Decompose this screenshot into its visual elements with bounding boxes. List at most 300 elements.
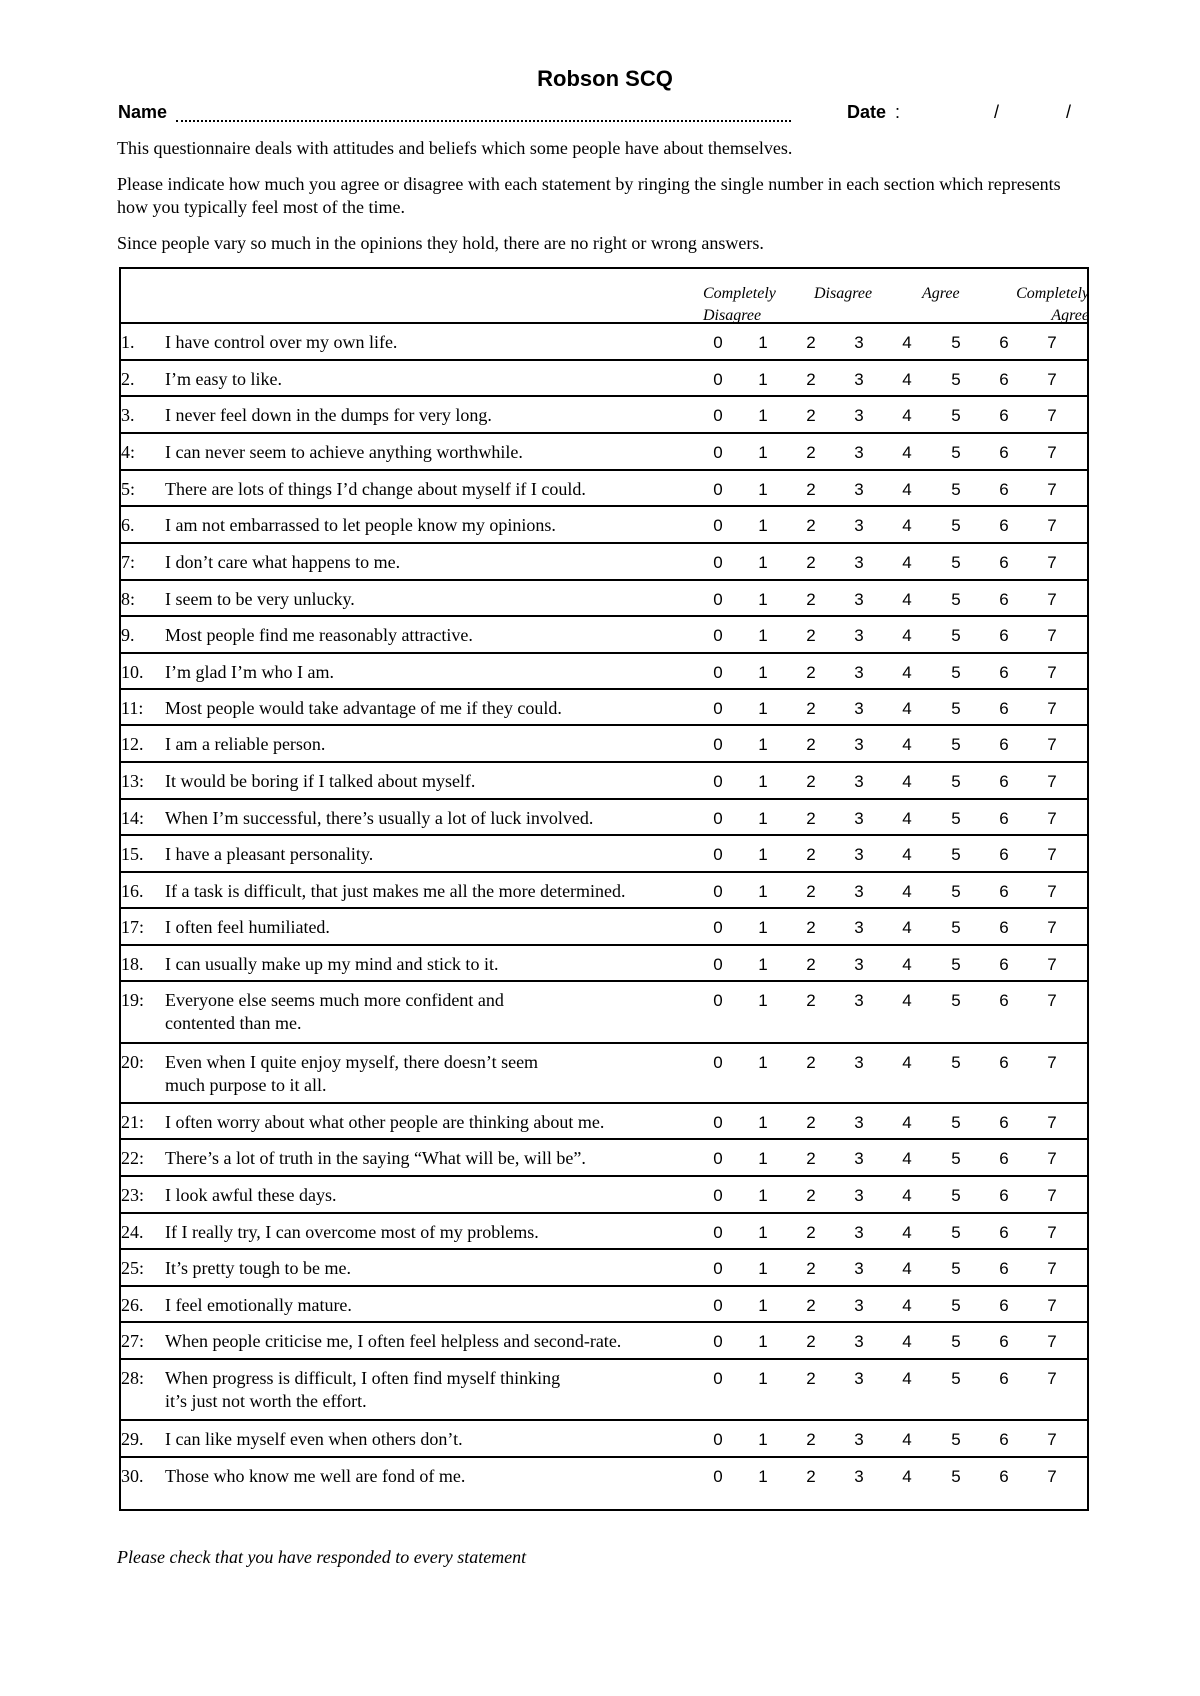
table-row <box>121 1257 1087 1288</box>
rating-option-3[interactable]: 3 <box>854 809 864 828</box>
rating-option-5[interactable]: 5 <box>951 772 961 791</box>
table-row <box>121 404 1087 435</box>
table-row <box>121 514 1087 545</box>
rating-option-5[interactable]: 5 <box>951 1186 961 1205</box>
rating-option-7[interactable]: 7 <box>1047 443 1057 462</box>
rating-option-0[interactable]: 0 <box>713 1149 723 1168</box>
item-number: 10. <box>121 662 144 682</box>
rating-option-3[interactable]: 3 <box>854 480 864 499</box>
rating-option-0[interactable]: 0 <box>713 406 723 425</box>
item-number: 17: <box>121 917 145 937</box>
rating-option-5[interactable]: 5 <box>951 1223 961 1242</box>
rating-option-7[interactable]: 7 <box>1047 553 1057 572</box>
rating-option-6[interactable]: 6 <box>999 699 1009 718</box>
rating-option-3[interactable]: 3 <box>854 1332 864 1351</box>
rating-option-1[interactable]: 1 <box>758 663 768 682</box>
rating-option-5[interactable]: 5 <box>951 809 961 828</box>
rating-option-7[interactable]: 7 <box>1047 626 1057 645</box>
rating-option-1[interactable]: 1 <box>758 1467 768 1486</box>
rating-option-3[interactable]: 3 <box>854 1296 864 1315</box>
rating-option-7[interactable]: 7 <box>1047 480 1057 499</box>
rating-option-6[interactable]: 6 <box>999 1223 1009 1242</box>
rating-option-3[interactable]: 3 <box>854 406 864 425</box>
rating-option-3[interactable]: 3 <box>854 1259 864 1278</box>
rating-option-7[interactable]: 7 <box>1047 333 1057 352</box>
rating-option-5[interactable]: 5 <box>951 516 961 535</box>
rating-option-4[interactable]: 4 <box>902 1369 912 1388</box>
item-statement: I can like myself even when others don’t. <box>165 1429 463 1449</box>
rating-option-2[interactable]: 2 <box>806 1113 816 1132</box>
rating-option-6[interactable]: 6 <box>999 370 1009 389</box>
rating-option-5[interactable]: 5 <box>951 845 961 864</box>
rating-option-0[interactable]: 0 <box>713 845 723 864</box>
item-number: 25: <box>121 1258 145 1278</box>
item-statement: If a task is difficult, that just makes me all the more determined. <box>165 881 626 901</box>
rating-option-1[interactable]: 1 <box>758 772 768 791</box>
item-number: 18. <box>121 954 144 974</box>
item-statement: I am a reliable person. <box>165 734 326 754</box>
rating-option-7[interactable]: 7 <box>1047 882 1057 901</box>
rating-option-1[interactable]: 1 <box>758 480 768 499</box>
rating-option-1[interactable]: 1 <box>758 1430 768 1449</box>
rating-option-7[interactable]: 7 <box>1047 1113 1057 1132</box>
item-statement: Most people find me reasonably attractive. <box>165 625 473 645</box>
row-divider <box>121 615 1087 617</box>
table-row <box>121 1221 1087 1251</box>
rating-option-0[interactable]: 0 <box>713 1332 723 1351</box>
rating-option-2[interactable]: 2 <box>806 1223 816 1242</box>
rating-option-4[interactable]: 4 <box>902 590 912 609</box>
rating-option-2[interactable]: 2 <box>806 918 816 937</box>
rating-option-1[interactable]: 1 <box>758 1369 768 1388</box>
rating-option-2[interactable]: 2 <box>806 955 816 974</box>
rating-option-5[interactable]: 5 <box>951 1430 961 1449</box>
rating-option-4[interactable]: 4 <box>902 845 912 864</box>
rating-option-2[interactable]: 2 <box>806 663 816 682</box>
rating-option-2[interactable]: 2 <box>806 370 816 389</box>
rating-option-6[interactable]: 6 <box>999 882 1009 901</box>
rating-option-4[interactable]: 4 <box>902 1332 912 1351</box>
rating-option-3[interactable]: 3 <box>854 1369 864 1388</box>
rating-option-1[interactable]: 1 <box>758 553 768 572</box>
rating-option-2[interactable]: 2 <box>806 553 816 572</box>
rating-option-3[interactable]: 3 <box>854 918 864 937</box>
rating-option-7[interactable]: 7 <box>1047 845 1057 864</box>
rating-option-7[interactable]: 7 <box>1047 516 1057 535</box>
rating-option-6[interactable]: 6 <box>999 918 1009 937</box>
row-divider <box>121 322 1087 324</box>
rating-option-2[interactable]: 2 <box>806 1053 816 1072</box>
rating-option-1[interactable]: 1 <box>758 1259 768 1278</box>
rating-option-6[interactable]: 6 <box>999 991 1009 1010</box>
rating-option-2[interactable]: 2 <box>806 772 816 791</box>
rating-option-3[interactable]: 3 <box>854 1186 864 1205</box>
rating-option-2[interactable]: 2 <box>806 991 816 1010</box>
item-number: 15. <box>121 844 144 864</box>
rating-option-4[interactable]: 4 <box>902 955 912 974</box>
row-divider <box>121 834 1087 836</box>
rating-option-3[interactable]: 3 <box>854 626 864 645</box>
rating-option-0[interactable]: 0 <box>713 699 723 718</box>
rating-option-5[interactable]: 5 <box>951 882 961 901</box>
rating-option-3[interactable]: 3 <box>854 443 864 462</box>
rating-option-5[interactable]: 5 <box>951 663 961 682</box>
rating-option-4[interactable]: 4 <box>902 370 912 389</box>
item-number: 22: <box>121 1148 145 1168</box>
rating-option-7[interactable]: 7 <box>1047 918 1057 937</box>
item-number: 19: <box>121 990 145 1010</box>
row-divider <box>121 724 1087 726</box>
rating-option-5[interactable]: 5 <box>951 370 961 389</box>
rating-option-0[interactable]: 0 <box>713 809 723 828</box>
row-divider <box>121 359 1087 361</box>
rating-option-0[interactable]: 0 <box>713 735 723 754</box>
rating-option-5[interactable]: 5 <box>951 1296 961 1315</box>
rating-option-6[interactable]: 6 <box>999 443 1009 462</box>
rating-option-0[interactable]: 0 <box>713 918 723 937</box>
rating-option-0[interactable]: 0 <box>713 626 723 645</box>
rating-option-4[interactable]: 4 <box>902 1430 912 1449</box>
rating-option-4[interactable]: 4 <box>902 1259 912 1278</box>
rating-option-2[interactable]: 2 <box>806 590 816 609</box>
table-row <box>121 953 1087 983</box>
rating-option-6[interactable]: 6 <box>999 845 1009 864</box>
rating-option-0[interactable]: 0 <box>713 1186 723 1205</box>
rating-option-7[interactable]: 7 <box>1047 735 1057 754</box>
rating-option-5[interactable]: 5 <box>951 626 961 645</box>
rating-option-2[interactable]: 2 <box>806 735 816 754</box>
rating-option-1[interactable]: 1 <box>758 735 768 754</box>
rating-option-4[interactable]: 4 <box>902 406 912 425</box>
rating-option-3[interactable]: 3 <box>854 590 864 609</box>
rating-option-3[interactable]: 3 <box>854 1430 864 1449</box>
rating-option-5[interactable]: 5 <box>951 590 961 609</box>
rating-option-4[interactable]: 4 <box>902 809 912 828</box>
table-row <box>121 1330 1087 1361</box>
item-number: 8: <box>121 589 136 609</box>
row-divider <box>121 871 1087 873</box>
rating-option-4[interactable]: 4 <box>902 918 912 937</box>
rating-option-4[interactable]: 4 <box>902 480 912 499</box>
rating-option-1[interactable]: 1 <box>758 918 768 937</box>
rating-option-6[interactable]: 6 <box>999 1430 1009 1449</box>
rating-option-2[interactable]: 2 <box>806 1149 816 1168</box>
rating-option-2[interactable]: 2 <box>806 1467 816 1486</box>
rating-option-7[interactable]: 7 <box>1047 1149 1057 1168</box>
item-statement: When I’m successful, there’s usually a lot of luck involved. <box>165 808 594 828</box>
rating-option-3[interactable]: 3 <box>854 1467 864 1486</box>
rating-option-2[interactable]: 2 <box>806 1186 816 1205</box>
rating-option-2[interactable]: 2 <box>806 1332 816 1351</box>
rating-option-6[interactable]: 6 <box>999 1369 1009 1388</box>
item-number: 11: <box>121 698 144 718</box>
rating-option-0[interactable]: 0 <box>713 1369 723 1388</box>
row-divider <box>121 1212 1087 1214</box>
rating-option-0[interactable]: 0 <box>713 333 723 352</box>
rating-option-6[interactable]: 6 <box>999 955 1009 974</box>
rating-option-2[interactable]: 2 <box>806 1296 816 1315</box>
item-statement: I’m easy to like. <box>165 369 282 389</box>
rating-option-1[interactable]: 1 <box>758 809 768 828</box>
rating-option-1[interactable]: 1 <box>758 1223 768 1242</box>
rating-option-0[interactable]: 0 <box>713 553 723 572</box>
rating-option-0[interactable]: 0 <box>713 1053 723 1072</box>
item-number: 14: <box>121 808 145 828</box>
rating-option-1[interactable]: 1 <box>758 1332 768 1351</box>
item-number: 12. <box>121 734 144 754</box>
rating-option-2[interactable]: 2 <box>806 626 816 645</box>
rating-option-6[interactable]: 6 <box>999 1113 1009 1132</box>
rating-option-7[interactable]: 7 <box>1047 772 1057 791</box>
rating-option-3[interactable]: 3 <box>854 991 864 1010</box>
rating-option-7[interactable]: 7 <box>1047 1296 1057 1315</box>
rating-option-1[interactable]: 1 <box>758 626 768 645</box>
rating-option-0[interactable]: 0 <box>713 1467 723 1486</box>
rating-option-3[interactable]: 3 <box>854 553 864 572</box>
rating-option-5[interactable]: 5 <box>951 553 961 572</box>
rating-option-4[interactable]: 4 <box>902 626 912 645</box>
rating-option-6[interactable]: 6 <box>999 516 1009 535</box>
rating-option-7[interactable]: 7 <box>1047 1053 1057 1072</box>
item-number: 29. <box>121 1429 144 1449</box>
rating-option-6[interactable]: 6 <box>999 663 1009 682</box>
rating-option-0[interactable]: 0 <box>713 1223 723 1242</box>
item-number: 1. <box>121 332 135 352</box>
rating-option-5[interactable]: 5 <box>951 333 961 352</box>
rating-option-1[interactable]: 1 <box>758 516 768 535</box>
rating-option-7[interactable]: 7 <box>1047 590 1057 609</box>
rating-option-5[interactable]: 5 <box>951 1332 961 1351</box>
rating-option-3[interactable]: 3 <box>854 663 864 682</box>
rating-option-0[interactable]: 0 <box>713 516 723 535</box>
rating-option-7[interactable]: 7 <box>1047 406 1057 425</box>
rating-option-3[interactable]: 3 <box>854 1223 864 1242</box>
rating-option-3[interactable]: 3 <box>854 333 864 352</box>
rating-option-6[interactable]: 6 <box>999 1186 1009 1205</box>
row-divider <box>121 1321 1087 1323</box>
rating-option-0[interactable]: 0 <box>713 1259 723 1278</box>
rating-option-6[interactable]: 6 <box>999 735 1009 754</box>
table-row <box>121 1147 1087 1178</box>
rating-option-4[interactable]: 4 <box>902 553 912 572</box>
rating-option-6[interactable]: 6 <box>999 1053 1009 1072</box>
row-divider <box>121 1285 1087 1287</box>
rating-option-0[interactable]: 0 <box>713 1430 723 1449</box>
rating-option-4[interactable]: 4 <box>902 1223 912 1242</box>
rating-option-5[interactable]: 5 <box>951 991 961 1010</box>
rating-option-5[interactable]: 5 <box>951 699 961 718</box>
rating-option-1[interactable]: 1 <box>758 370 768 389</box>
rating-option-7[interactable]: 7 <box>1047 1332 1057 1351</box>
rating-option-6[interactable]: 6 <box>999 1149 1009 1168</box>
item-statement: When progress is difficult, I often find myself thinking it’s just not worth the effort. <box>165 1368 561 1411</box>
rating-option-7[interactable]: 7 <box>1047 663 1057 682</box>
rating-option-3[interactable]: 3 <box>854 370 864 389</box>
rating-option-5[interactable]: 5 <box>951 1053 961 1072</box>
rating-option-3[interactable]: 3 <box>854 1113 864 1132</box>
table-row <box>121 368 1087 398</box>
rating-option-0[interactable]: 0 <box>713 480 723 499</box>
rating-option-2[interactable]: 2 <box>806 406 816 425</box>
rating-option-6[interactable]: 6 <box>999 626 1009 645</box>
rating-option-1[interactable]: 1 <box>758 590 768 609</box>
rating-option-7[interactable]: 7 <box>1047 991 1057 1010</box>
rating-option-5[interactable]: 5 <box>951 1467 961 1486</box>
rating-option-4[interactable]: 4 <box>902 699 912 718</box>
rating-option-4[interactable]: 4 <box>902 333 912 352</box>
rating-option-5[interactable]: 5 <box>951 735 961 754</box>
rating-option-2[interactable]: 2 <box>806 1430 816 1449</box>
rating-option-6[interactable]: 6 <box>999 553 1009 572</box>
rating-option-5[interactable]: 5 <box>951 480 961 499</box>
rating-option-7[interactable]: 7 <box>1047 699 1057 718</box>
rating-option-0[interactable]: 0 <box>713 1113 723 1132</box>
rating-option-7[interactable]: 7 <box>1047 1467 1057 1486</box>
rating-option-2[interactable]: 2 <box>806 443 816 462</box>
table-row <box>121 916 1087 947</box>
rating-option-3[interactable]: 3 <box>854 1149 864 1168</box>
rating-option-6[interactable]: 6 <box>999 480 1009 499</box>
rating-option-7[interactable]: 7 <box>1047 1259 1057 1278</box>
rating-option-6[interactable]: 6 <box>999 1332 1009 1351</box>
rating-option-1[interactable]: 1 <box>758 1113 768 1132</box>
rating-option-6[interactable]: 6 <box>999 772 1009 791</box>
rating-option-4[interactable]: 4 <box>902 516 912 535</box>
row-divider <box>121 798 1087 800</box>
rating-option-6[interactable]: 6 <box>999 406 1009 425</box>
rating-option-3[interactable]: 3 <box>854 735 864 754</box>
rating-option-1[interactable]: 1 <box>758 699 768 718</box>
rating-option-4[interactable]: 4 <box>902 735 912 754</box>
item-number: 9. <box>121 625 135 645</box>
rating-option-1[interactable]: 1 <box>758 1053 768 1072</box>
item-number: 6. <box>121 515 135 535</box>
item-number: 21: <box>121 1112 145 1132</box>
rating-option-7[interactable]: 7 <box>1047 1369 1057 1388</box>
rating-option-4[interactable]: 4 <box>902 1053 912 1072</box>
rating-option-2[interactable]: 2 <box>806 845 816 864</box>
rating-option-0[interactable]: 0 <box>713 443 723 462</box>
rating-option-3[interactable]: 3 <box>854 955 864 974</box>
item-statement: I often worry about what other people are thinking about me. <box>165 1112 605 1132</box>
rating-option-1[interactable]: 1 <box>758 1149 768 1168</box>
row-divider <box>121 1138 1087 1140</box>
item-number: 28: <box>121 1368 145 1388</box>
rating-option-2[interactable]: 2 <box>806 882 816 901</box>
rating-option-0[interactable]: 0 <box>713 991 723 1010</box>
rating-option-1[interactable]: 1 <box>758 1296 768 1315</box>
rating-option-7[interactable]: 7 <box>1047 1223 1057 1242</box>
row-divider <box>121 1102 1087 1104</box>
table-row <box>121 1294 1087 1324</box>
rating-option-2[interactable]: 2 <box>806 699 816 718</box>
rating-option-3[interactable]: 3 <box>854 1053 864 1072</box>
rating-option-4[interactable]: 4 <box>902 663 912 682</box>
rating-option-4[interactable]: 4 <box>902 1149 912 1168</box>
rating-option-3[interactable]: 3 <box>854 845 864 864</box>
rating-option-1[interactable]: 1 <box>758 333 768 352</box>
rating-option-0[interactable]: 0 <box>713 370 723 389</box>
item-statement: Even when I quite enjoy myself, there doesn’t seem much purpose to it all. <box>165 1052 539 1095</box>
rating-option-5[interactable]: 5 <box>951 443 961 462</box>
rating-option-5[interactable]: 5 <box>951 955 961 974</box>
rating-option-7[interactable]: 7 <box>1047 809 1057 828</box>
rating-option-4[interactable]: 4 <box>902 1113 912 1132</box>
rating-option-2[interactable]: 2 <box>806 333 816 352</box>
item-statement: I feel emotionally mature. <box>165 1295 352 1315</box>
rating-option-5[interactable]: 5 <box>951 1369 961 1388</box>
rating-option-1[interactable]: 1 <box>758 1186 768 1205</box>
table-row <box>121 624 1087 655</box>
rating-option-0[interactable]: 0 <box>713 663 723 682</box>
rating-option-4[interactable]: 4 <box>902 1467 912 1486</box>
rating-option-2[interactable]: 2 <box>806 809 816 828</box>
rating-option-2[interactable]: 2 <box>806 480 816 499</box>
rating-option-0[interactable]: 0 <box>713 955 723 974</box>
rating-option-6[interactable]: 6 <box>999 590 1009 609</box>
rating-option-1[interactable]: 1 <box>758 845 768 864</box>
rating-option-5[interactable]: 5 <box>951 1259 961 1278</box>
row-divider <box>121 542 1087 544</box>
row-divider <box>121 395 1087 397</box>
row-divider <box>121 1358 1087 1360</box>
rating-option-1[interactable]: 1 <box>758 443 768 462</box>
rating-option-4[interactable]: 4 <box>902 1186 912 1205</box>
rating-option-0[interactable]: 0 <box>713 882 723 901</box>
rating-option-4[interactable]: 4 <box>902 882 912 901</box>
rating-option-4[interactable]: 4 <box>902 1296 912 1315</box>
rating-option-3[interactable]: 3 <box>854 772 864 791</box>
row-divider <box>121 469 1087 471</box>
rating-option-5[interactable]: 5 <box>951 1149 961 1168</box>
rating-option-3[interactable]: 3 <box>854 882 864 901</box>
rating-option-3[interactable]: 3 <box>854 699 864 718</box>
table-row <box>121 733 1087 764</box>
item-number: 4: <box>121 442 136 462</box>
name-field[interactable] <box>176 102 791 122</box>
rating-option-2[interactable]: 2 <box>806 1259 816 1278</box>
item-statement: I can usually make up my mind and stick to it. <box>165 954 499 974</box>
rating-option-6[interactable]: 6 <box>999 333 1009 352</box>
rating-option-6[interactable]: 6 <box>999 1296 1009 1315</box>
rating-option-6[interactable]: 6 <box>999 1259 1009 1278</box>
rating-option-1[interactable]: 1 <box>758 406 768 425</box>
rating-option-1[interactable]: 1 <box>758 955 768 974</box>
rating-option-7[interactable]: 7 <box>1047 1186 1057 1205</box>
table-row <box>121 843 1087 874</box>
rating-option-2[interactable]: 2 <box>806 516 816 535</box>
rating-option-7[interactable]: 7 <box>1047 1430 1057 1449</box>
rating-option-3[interactable]: 3 <box>854 516 864 535</box>
item-number: 16. <box>121 881 144 901</box>
rating-option-1[interactable]: 1 <box>758 882 768 901</box>
rating-option-5[interactable]: 5 <box>951 406 961 425</box>
rating-option-0[interactable]: 0 <box>713 590 723 609</box>
rating-option-4[interactable]: 4 <box>902 772 912 791</box>
rating-option-7[interactable]: 7 <box>1047 955 1057 974</box>
rating-option-0[interactable]: 0 <box>713 772 723 791</box>
rating-option-7[interactable]: 7 <box>1047 370 1057 389</box>
rating-option-6[interactable]: 6 <box>999 809 1009 828</box>
rating-option-5[interactable]: 5 <box>951 1113 961 1132</box>
rating-option-0[interactable]: 0 <box>713 1296 723 1315</box>
rating-option-2[interactable]: 2 <box>806 1369 816 1388</box>
rating-option-4[interactable]: 4 <box>902 443 912 462</box>
rating-option-6[interactable]: 6 <box>999 1467 1009 1486</box>
rating-option-1[interactable]: 1 <box>758 991 768 1010</box>
rating-option-4[interactable]: 4 <box>902 991 912 1010</box>
rating-option-5[interactable]: 5 <box>951 918 961 937</box>
